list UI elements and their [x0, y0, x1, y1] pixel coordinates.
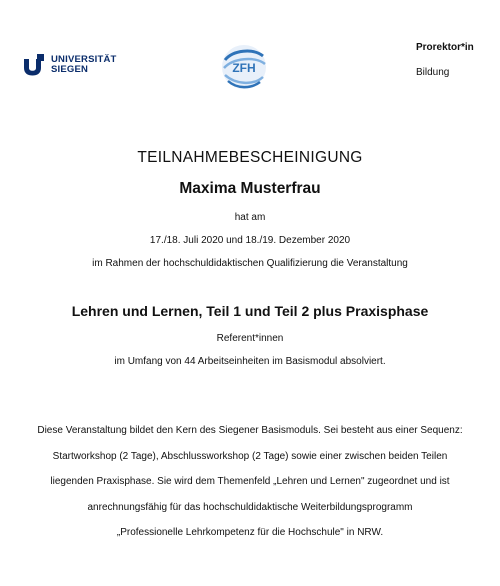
description-line: Diese Veranstaltung bildet den Kern des Siegener Basismoduls. Sei besteht aus einer Sequenz: — [37, 425, 463, 436]
university-emblem-icon — [22, 54, 46, 76]
zfh-logo-text: ZFH — [232, 61, 256, 75]
description-line: liegenden Praxisphase. Sie wird dem Themenfeld „Lehren und Lernen" zugeordnet und ist — [50, 476, 450, 487]
speakers-text: Referent*innen — [216, 333, 284, 344]
description-line: „Professionelle Lehrkompetenz für die Hochschule" in NRW. — [116, 527, 384, 538]
prorektor-area: Bildung — [416, 67, 450, 78]
scope-text: im Umfang von 44 Arbeitseinheiten im Basismodul absolviert. — [114, 356, 386, 367]
context-text: im Rahmen der hochschuldidaktischen Qualifizierung die Veranstaltung — [92, 258, 408, 269]
university-siegen-logo — [22, 54, 117, 76]
university-name-line2: SIEGEN — [51, 64, 89, 75]
course-title: Lehren und Lernen, Teil 1 und Teil 2 plus Praxisphase — [71, 303, 429, 319]
zfh-logo — [221, 44, 267, 90]
intro-text: hat am — [234, 212, 266, 223]
prorektor-label: Prorektor*in — [416, 42, 474, 53]
course-description — [18, 418, 482, 546]
certificate-title: TEILNAHMEBESCHEINIGUNG — [137, 149, 363, 166]
description-line: Startworkshop (2 Tage), Abschlussworkshop (2 Tage) sowie einer zwischen beiden Teilen — [52, 450, 448, 462]
description-line: anrechnungsfähig für das hochschuldidaktische Weiterbildungsprogramm — [87, 501, 413, 513]
participant-name: Maxima Musterfrau — [179, 180, 321, 197]
event-dates: 17./18. Juli 2020 und 18./19. Dezember 2020 — [149, 235, 351, 246]
university-name-line1: UNIVERSITÄT — [51, 54, 117, 65]
